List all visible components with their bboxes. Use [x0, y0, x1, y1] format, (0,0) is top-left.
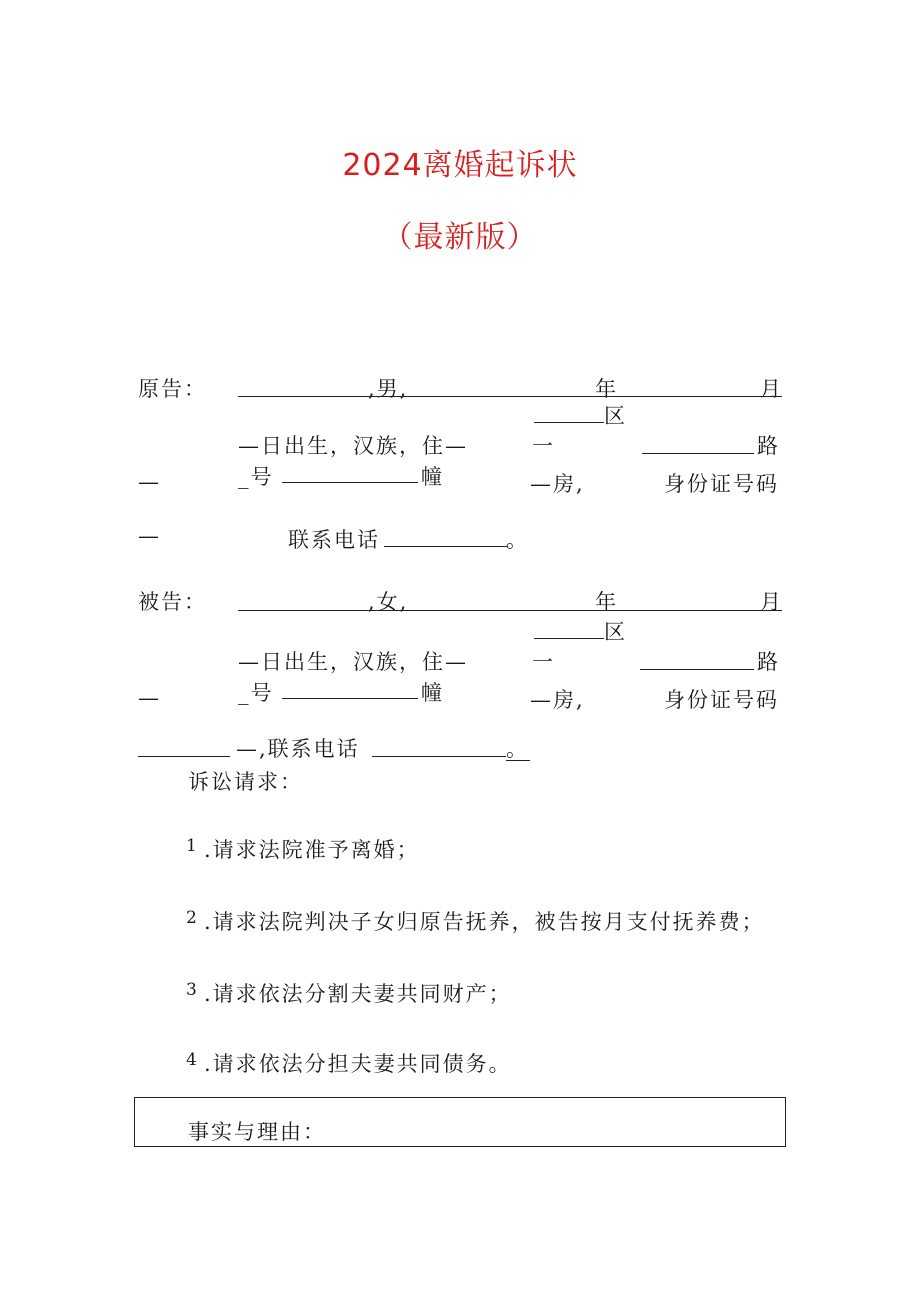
- document-subtitle: （最新版）: [382, 220, 538, 255]
- defendant-id-blank: [138, 756, 230, 757]
- claim-number: 1: [186, 836, 197, 856]
- plaintiff-room-label: —房,: [530, 472, 585, 496]
- plaintiff-birth-line: —日出生，汉族，住—: [238, 434, 468, 458]
- defendant-underline-end: [506, 760, 530, 761]
- defendant-road-blank: [640, 669, 754, 670]
- defendant-margin-dash: —: [138, 686, 161, 710]
- plaintiff-district-label: 区: [604, 404, 627, 428]
- plaintiff-label: 原告：: [138, 377, 207, 401]
- claims-heading: 诉讼请求：: [188, 770, 303, 794]
- plaintiff-phone-label: 联系电话: [288, 528, 380, 552]
- plaintiff-phone-dash: —: [138, 524, 161, 548]
- defendant-number-label: _号: [238, 681, 274, 705]
- plaintiff-gender: ,男,: [368, 377, 409, 401]
- defendant-building-label: 幢: [421, 681, 444, 705]
- claim-item: .请求依法分割夫妻共同财产；: [204, 982, 512, 1006]
- defendant-district-label: 区: [604, 620, 627, 644]
- document-title: 2024离婚起诉状: [342, 148, 578, 183]
- plaintiff-name-date-blank: [238, 396, 782, 397]
- claim-number: 3: [186, 980, 197, 1000]
- facts-box: [134, 1097, 786, 1147]
- defendant-phone-label: —,联系电话: [236, 737, 360, 761]
- defendant-road-label: 路: [757, 650, 780, 674]
- defendant-district-blank: [534, 638, 604, 639]
- claim-item: .请求法院准予离婚；: [204, 838, 420, 862]
- claim-number: 2: [186, 908, 197, 928]
- defendant-gender: ,女,: [368, 590, 409, 614]
- plaintiff-dash-short: 一: [532, 434, 555, 458]
- facts-heading: 事实与理由：: [188, 1120, 326, 1144]
- defendant-name-date-blank: [238, 610, 782, 611]
- plaintiff-id-label: 身份证号码: [664, 472, 779, 496]
- plaintiff-margin-dash: —: [138, 470, 161, 494]
- plaintiff-road-blank: [642, 453, 754, 454]
- defendant-dash-short: 一: [532, 650, 555, 674]
- claim-number: 4: [186, 1050, 197, 1070]
- defendant-label: 被告：: [138, 590, 207, 614]
- plaintiff-number-blank: [282, 482, 418, 483]
- defendant-id-label: 身份证号码: [664, 688, 779, 712]
- defendant-phone-period: 。: [506, 737, 529, 761]
- plaintiff-phone-period: 。: [506, 528, 529, 552]
- plaintiff-road-label: 路: [757, 434, 780, 458]
- defendant-room-label: —房,: [530, 688, 585, 712]
- claim-item: .请求法院判决子女归原告抚养，被告按月支付抚养费；: [204, 910, 765, 934]
- plaintiff-building-label: 幢: [421, 465, 444, 489]
- defendant-month-label: 月: [760, 590, 783, 614]
- defendant-phone-blank: [372, 756, 506, 757]
- defendant-number-blank: [282, 698, 418, 699]
- defendant-birth-line: —日出生，汉族，住—: [238, 650, 468, 674]
- defendant-year-label: 年: [595, 590, 618, 614]
- plaintiff-district-blank: [534, 422, 604, 423]
- plaintiff-month-label: 月: [760, 377, 783, 401]
- claim-item: .请求依法分担夫妻共同债务。: [204, 1052, 512, 1076]
- plaintiff-number-label: _号: [238, 465, 274, 489]
- plaintiff-phone-blank: [384, 546, 508, 547]
- plaintiff-year-label: 年: [595, 377, 618, 401]
